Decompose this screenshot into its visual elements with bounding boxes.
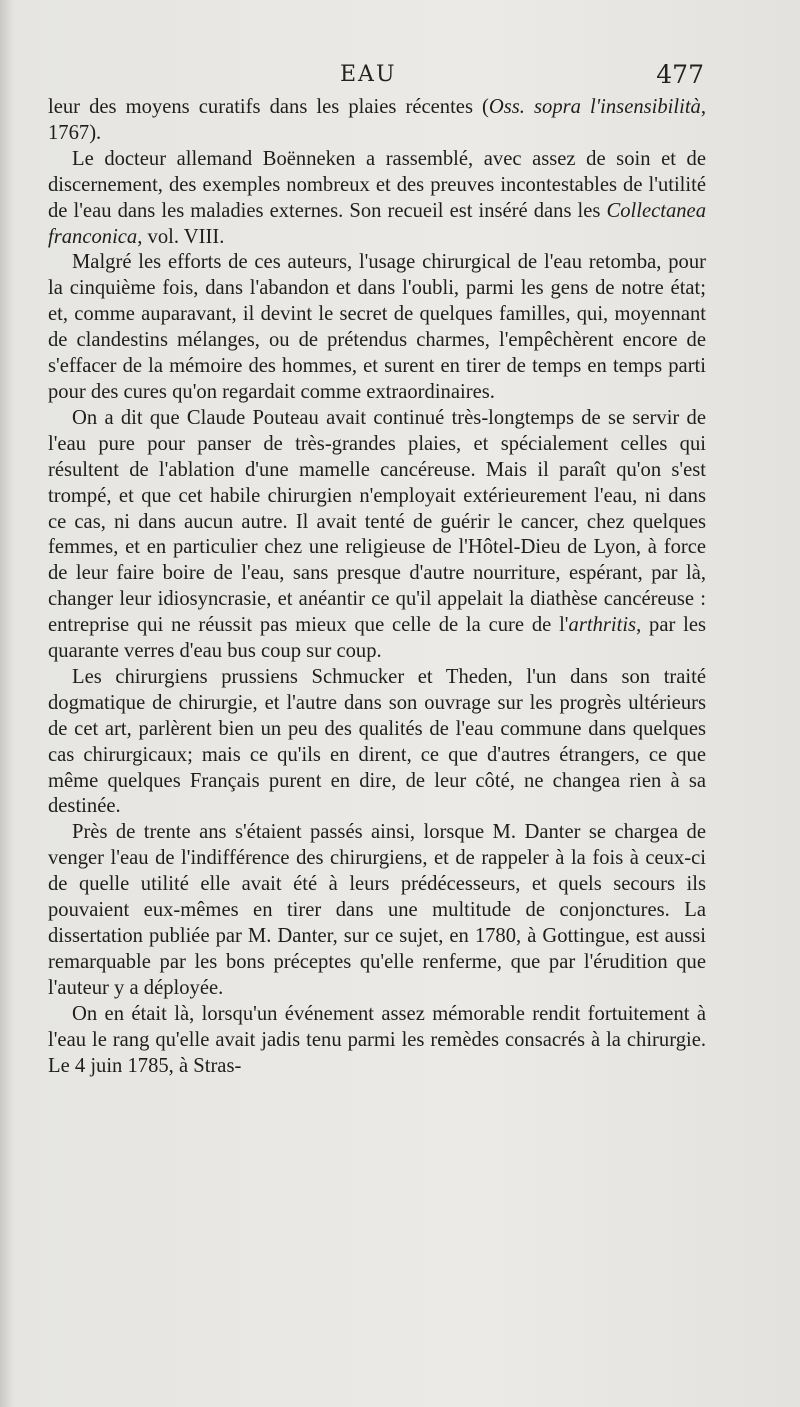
- running-head: EAU: [340, 62, 397, 87]
- paragraph-6: Près de trente ans s'étaient passés ainsi, lorsque M. Danter se chargea de venger l'eau de l'indifférence des chirurgiens, et de rappeler à la fois à ceux-ci de quelle utilité elle avait été à leurs prédécesseurs, et quels secours ils pouvaient eux-mêmes en tirer dans une multitude de conjonctures. La dissertation publiée par M. Danter, sur ce sujet, en 1780, à Gottingue, est aussi remarquable par les bons préceptes qu'elle renferme, que par l'érudition que l'auteur y a déployée.: [48, 821, 706, 999]
- paragraph-3: Malgré les efforts de ces auteurs, l'usage chirurgical de l'eau retomba, pour la cinquième fois, dans l'abandon et dans l'oubli, parmi les gens de notre état; et, comme auparavant, il devint le secret de quelques familles, qui, moyennant de clandestins mélanges, ou de prétendus charmes, l'empêchèrent encore de s'effacer de la mémoire des hommes, et surent en tirer de temps en temps parti pour des cures qu'on regardait comme extraordinaires.: [48, 251, 706, 403]
- paragraph-2: Le docteur allemand Boënneken a rassemblé, avec assez de soin et de discernement, des exemples nombreux et des preuves incontestables de l'utilité de l'eau dans les maladies externes. Son recueil est inséré dans les Collectanea franconica, vol. VIII.: [48, 147, 706, 248]
- paragraph-7: On en était là, lorsqu'un événement assez mémorable rendit fortuitement à l'eau le rang qu'elle avait jadis tenu parmi les remèdes consacrés à la chirurgie. Le 4 juin 1785, à Stras-: [48, 1002, 706, 1077]
- paragraph-4: On a dit que Claude Pouteau avait continué très-longtemps de se servir de l'eau pure pour panser de très-grandes plaies, et spécialement celles qui résultent de l'ablation d'une mamelle cancéreuse. Mais il paraît qu'on s'est trompé, et que cet habile chirurgien n'employait extérieurement l'eau, ni dans ce cas, ni dans aucun autre. Il avait tenté de guérir le cancer, chez quelques femmes, et en particulier chez une religieuse de l'Hôtel-Dieu de Lyon, à force de leur faire boire de l'eau, sans presque d'autre nourriture, espérant, par là, changer leur idiosyncrasie, et anéantir ce qu'il appelait la diathèse cancéreuse : entreprise qui ne réussit pas mieux que celle de la cure de l'arthritis, par les quarante verres d'eau bus coup sur coup.: [48, 406, 706, 663]
- paragraph-1: leur des moyens curatifs dans les plaies récentes (Oss. sopra l'insensibilità, 1767).: [48, 96, 707, 144]
- page-number: 477: [656, 60, 704, 89]
- body-text: [48, 95, 706, 1079]
- page-header: [0, 58, 800, 98]
- paragraph-5: Les chirurgiens prussiens Schmucker et Theden, l'un dans son traité dogmatique de chirurgie, et l'autre dans son ouvrage sur les progrès ultérieurs de cet art, parlèrent bien un peu des qualités de l'eau commune dans quelques cas chirurgicaux; mais ce qu'ils en dirent, ce que d'autres étrangers, ce que même quelques Français purent en dire, de leur côté, ne changea rien à sa destinée.: [48, 665, 706, 818]
